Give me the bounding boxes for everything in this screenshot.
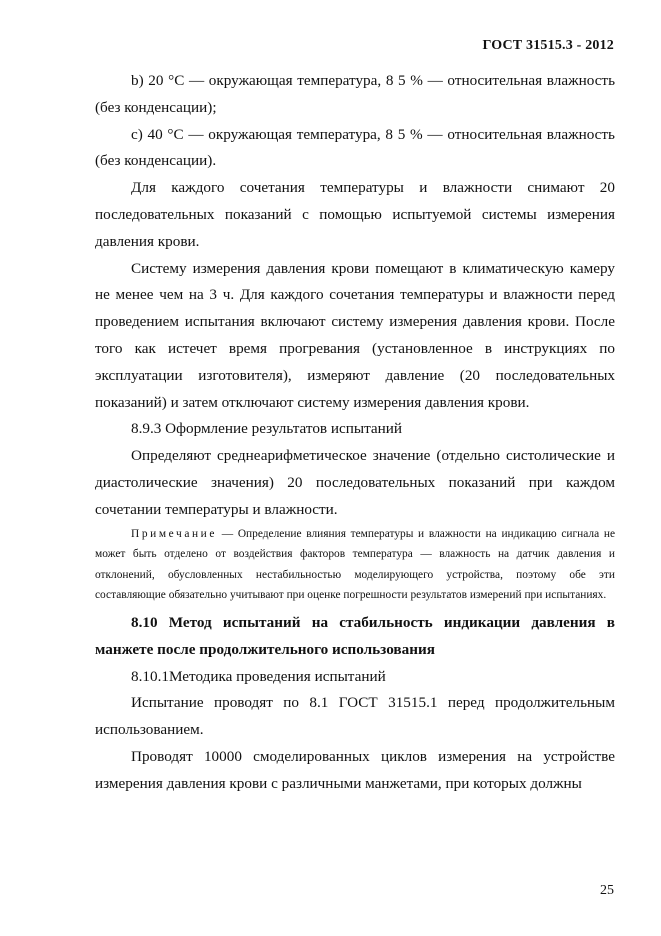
page-number: 25 <box>600 883 614 898</box>
paragraph-results: Определяют среднеарифметическое значение (отдельно систолические и диастолические значения) 20 последовательных показаний при каждом сочетании температуры и влажности. <box>95 447 615 518</box>
page-body <box>95 68 615 798</box>
document-header: ГОСТ 31515.3 - 2012 <box>482 38 614 53</box>
paragraph-cycles: Проводят 10000 смоделированных циклов измерения на устройстве измерения давления крови с различными манжетами, при которых должны <box>95 747 615 792</box>
section-heading-8-10-1: 8.10.1Методика проведения испытаний <box>131 667 386 685</box>
paragraph-item-c: с) 40 °С — окружающая температура, 8 5 % — относительная влажность (без конденсации). <box>95 125 615 170</box>
note-text: — Определение влияния температуры и влажности на индикацию сигнала не может быть отделено от воздействия факторов температура — влажность на датчик давления и отклонений, обусловленных нестабильностью моделирующего устройства, поэтому обе эти составляющие обязательно учитывают при оценке погрешности результатов измерений при испытаниях. <box>95 527 615 602</box>
note <box>95 524 615 606</box>
paragraph-readings: Для каждого сочетания температуры и влажности снимают 20 последовательных показаний с помощью испытуемой системы измерения давления крови. <box>95 179 615 250</box>
section-heading-8-9-3: 8.9.3 Оформление результатов испытаний <box>131 420 403 438</box>
paragraph-climate-chamber: Систему измерения давления крови помещают в климатическую камеру не менее чем на 3 ч. Для каждого сочетания температуры и влажности перед проведением испытания включают систему измерения давления крови. После того как истечет время прогревания (установленное в инструкциях по эксплуатации изготовителя), измеряют давление (20 последовательных показаний) и затем отключают систему измерения давления крови. <box>95 259 615 411</box>
paragraph-test-procedure: Испытание проводят по 8.1 ГОСТ 31515.1 перед продолжительным использованием. <box>95 694 615 739</box>
section-heading-8-10: 8.10 Метод испытаний на стабильность индикации давления в манжете после продолжительного использования <box>95 613 615 658</box>
paragraph-item-b: b) 20 °С — окружающая температура, 8 5 % — относительная влажность (без конденсации); <box>95 72 615 116</box>
note-label: Примечание <box>131 527 218 540</box>
